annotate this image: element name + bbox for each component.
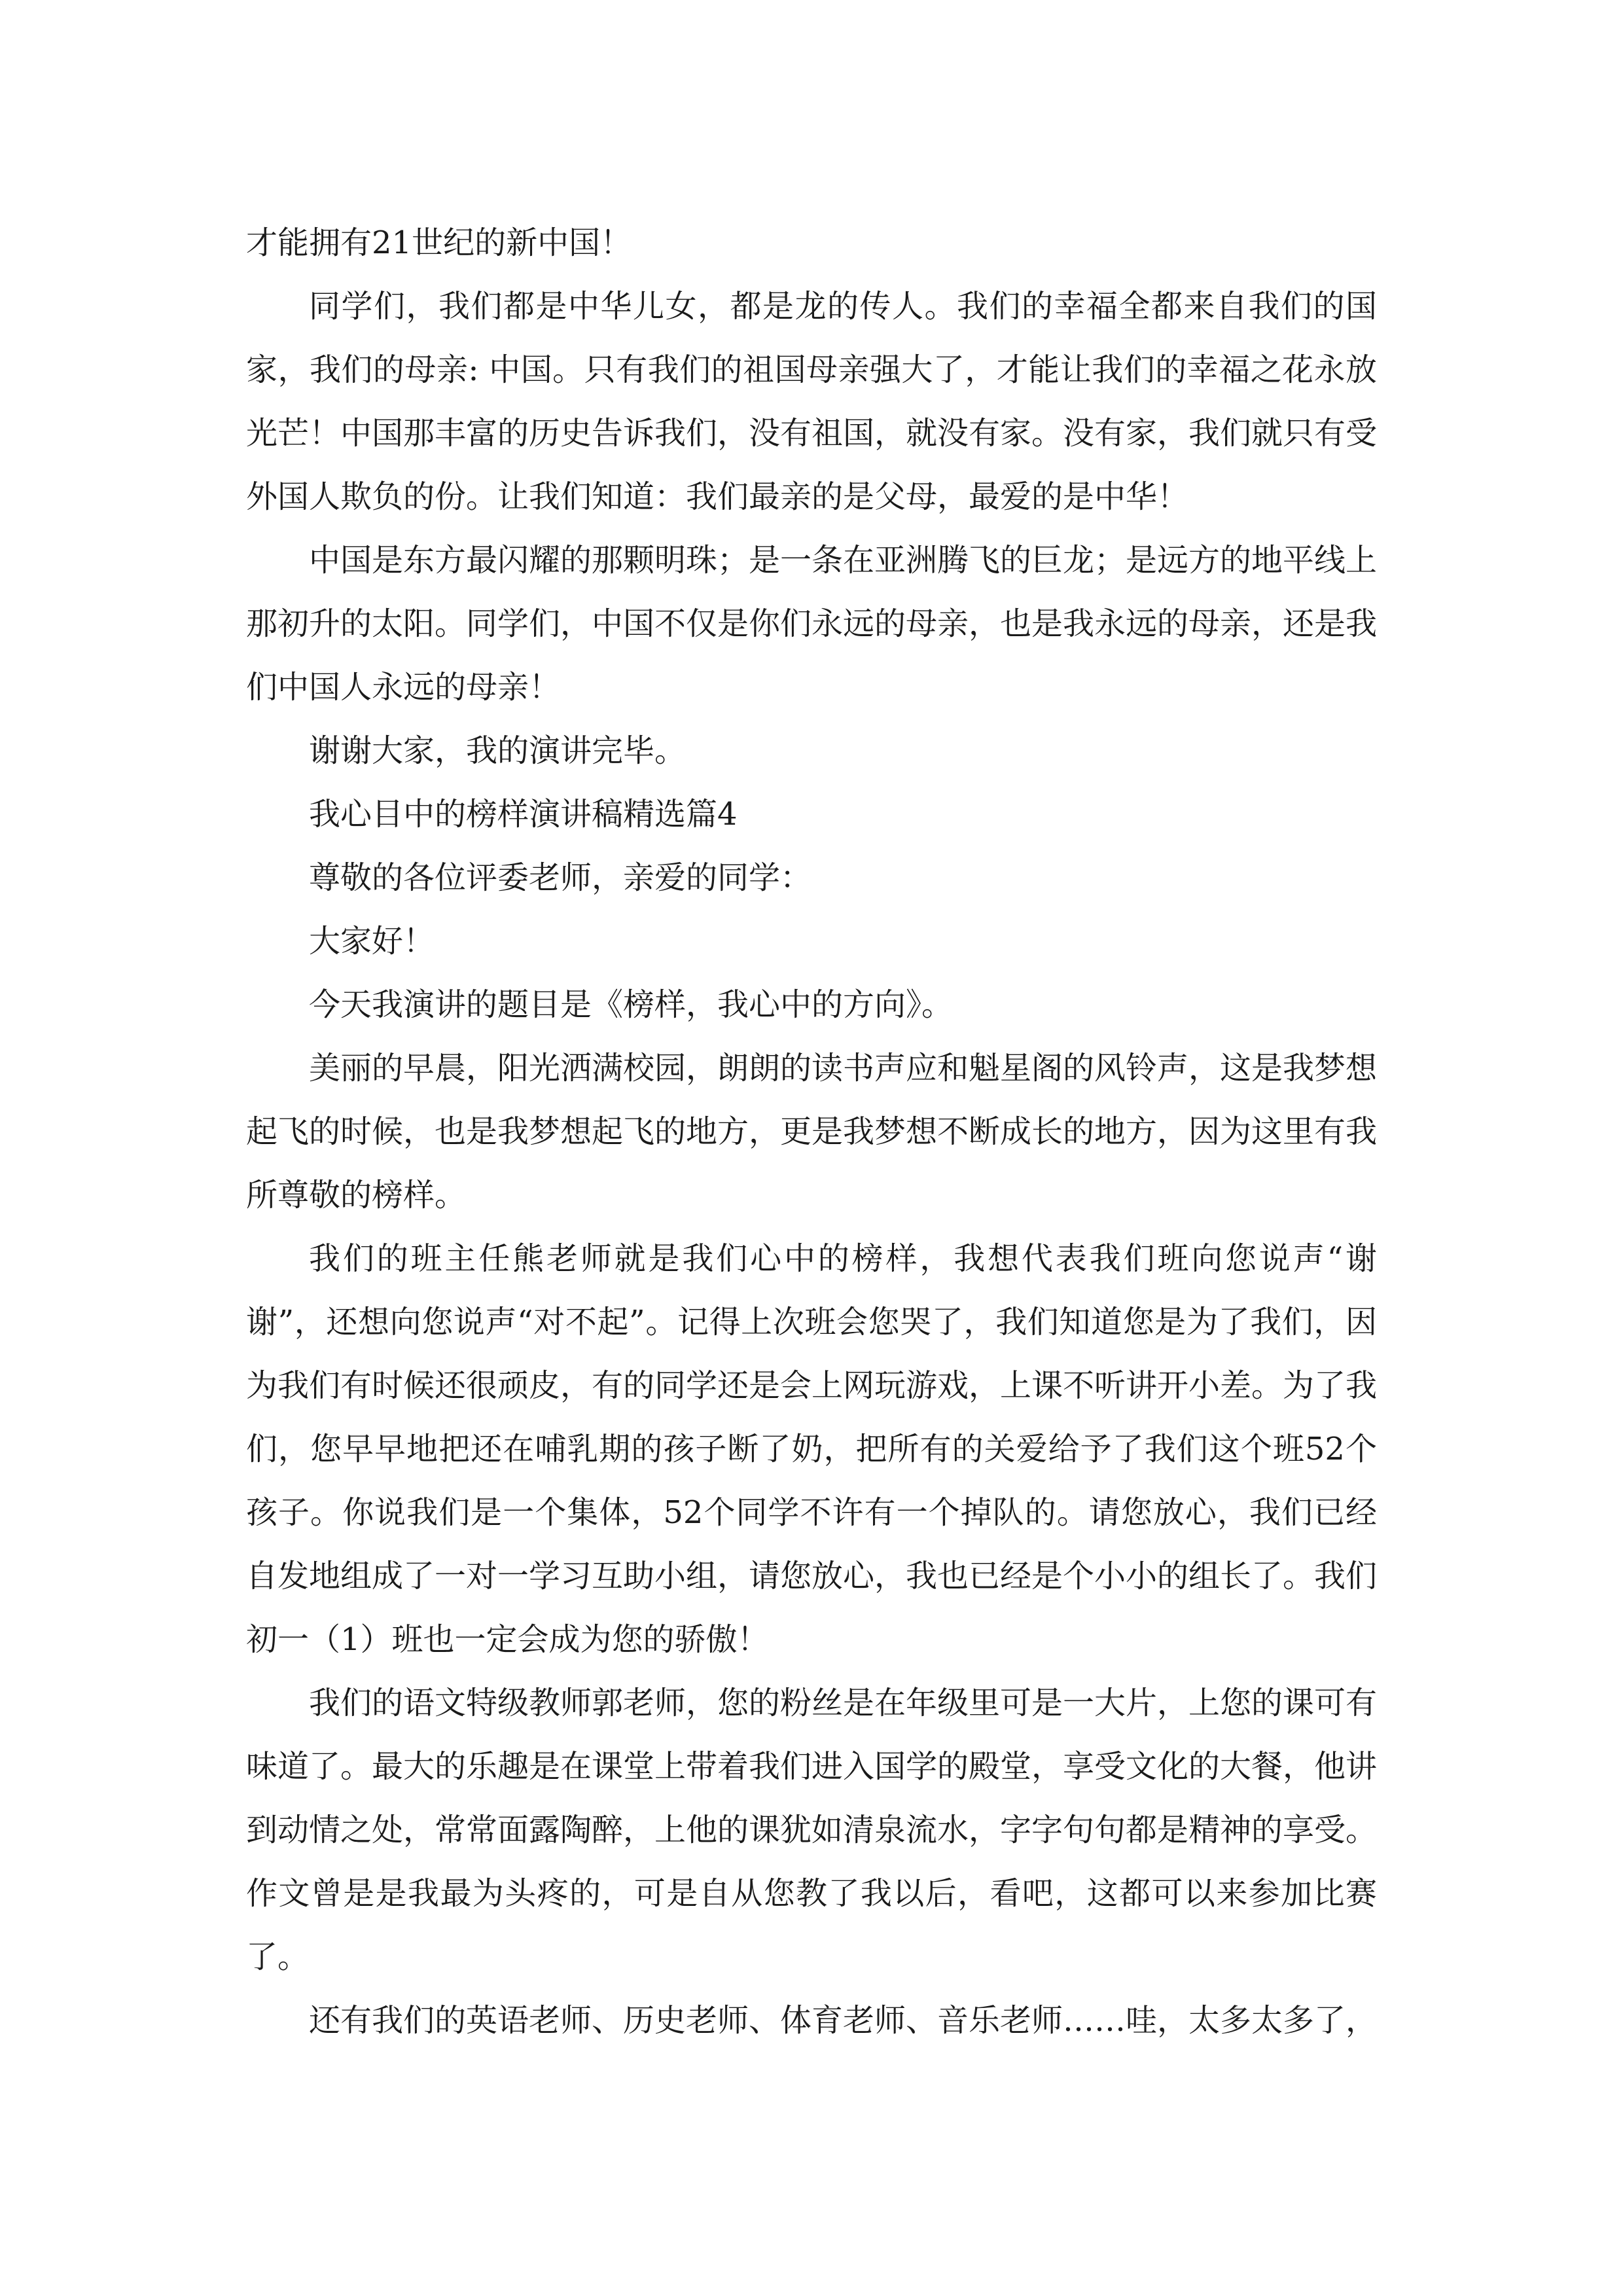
- paragraph-greeting: 大家好！: [309, 923, 435, 960]
- paragraph-class-teacher: 我们的班主任熊老师就是我们心中的榜样，我想代表我们班向您说声“谢谢”，还想向您说声“对不起”。记得上次班会您哭了，我们知道您是为了我们，因为我们有时候还很顽皮，有的同学还是会上网玩游戏，上课不听讲开小差。为了我们，您早早地把还在哺乳期的孩子断了奶，把所有的关爱给予了我们这个班52个孩子。你说我们是一个集体，52个同学不许有一个掉队的。请您放心，我们已经自发地组成了一对一学习互助小组，请您放心，我也已经是个小小的组长了。我们初一（1）班也一定会成为您的骄傲！: [246, 1240, 1378, 1658]
- paragraph-speech-title: 今天我演讲的题目是《榜样，我心中的方向》。: [309, 986, 954, 1023]
- paragraph-pearl-of-east: 中国是东方最闪耀的那颗明珠；是一条在亚洲腾飞的巨龙；是远方的地平线上那初升的太阳。同学们，中国不仅是你们永远的母亲，也是我永远的母亲，还是我们中国人永远的母亲！: [246, 542, 1378, 706]
- paragraph-continuation: 才能拥有21世纪的新中国！: [246, 224, 632, 261]
- paragraph-descendants-of-dragon: 同学们，我们都是中华儿女，都是龙的传人。我们的幸福全都来自我们的国家，我们的母亲: 中国。只有我们的祖国母亲强大了，才能让我们的幸福之花永放光芒！中国那丰富的历史告诉我们，没有祖国，就没有家。没有家，我们就只有受外国人欺负的份。让我们知道：我们最亲的是父母，最爱的是中华！: [246, 288, 1378, 515]
- paragraph-salutation: 尊敬的各位评委老师，亲爱的同学：: [309, 859, 812, 896]
- paragraph-chinese-teacher: 我们的语文特级教师郭老师，您的粉丝是在年级里可是一大片，上您的课可有味道了。最大的乐趣是在课堂上带着我们进入国学的殿堂，享受文化的大餐，他讲到动情之处，常常面露陶醉，上他的课犹如清泉流水，字字句句都是精神的享受。作文曾是是我最为头疼的，可是自从您教了我以后，看吧，这都可以来参加比赛了。: [246, 1685, 1378, 1975]
- paragraph-other-teachers: 还有我们的英语老师、历史老师、体育老师、音乐老师……哇，太多太多了，: [309, 2002, 1378, 2039]
- section-heading: 我心目中的榜样演讲稿精选篇4: [309, 796, 738, 833]
- paragraph-morning-campus: 美丽的早晨，阳光洒满校园，朗朗的读书声应和魁星阁的风铃声，这是我梦想起飞的时候，也是我梦想起飞的地方，更是我梦想不断成长的地方，因为这里有我所尊敬的榜样。: [246, 1050, 1378, 1213]
- paragraph-closing-thanks: 谢谢大家，我的演讲完毕。: [309, 732, 687, 769]
- document-body: [246, 211, 1377, 2053]
